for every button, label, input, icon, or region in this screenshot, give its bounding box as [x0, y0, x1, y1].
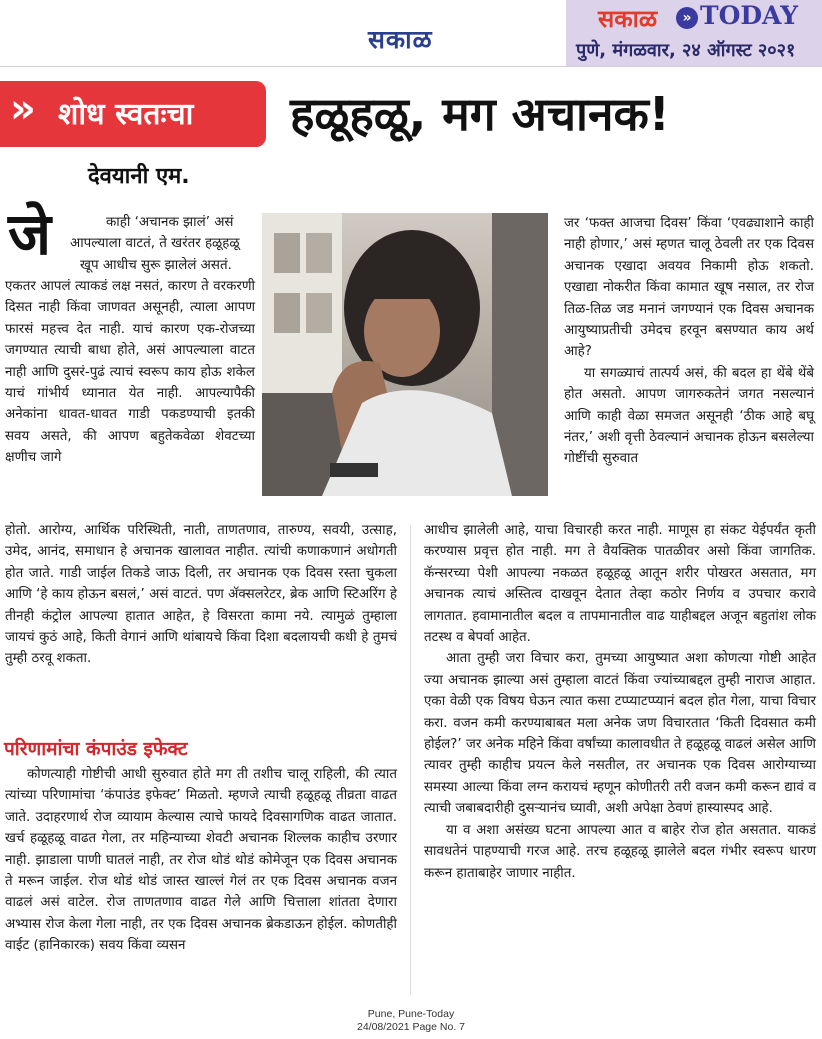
intro-line-2: आपल्याला वाटतं, ते खरंतर हळूहळू — [70, 236, 240, 252]
column-1-paragraph-1 — [5, 276, 255, 469]
double-chevron-icon: » — [10, 86, 36, 132]
article-headline: हळूहळू, मग अचानक! — [290, 87, 670, 141]
section-subheading: परिणामांचा कंपाउंड इफेक्ट — [4, 738, 188, 760]
article-byline: देवयानी एम. — [88, 164, 190, 189]
brand-sakal-text: सकाळ — [598, 5, 658, 33]
sakal-logo: सकाळ — [368, 25, 433, 54]
intro-lines — [70, 212, 255, 276]
page-footer — [0, 1008, 822, 1034]
brand-today-text: TODAY — [700, 1, 799, 30]
paragraph-text: होतो. आरोग्य, आर्थिक परिस्थिती, नाती, ताणतणाव, तारुण्य, सवयी, उत्साह, उमेद, आनंद, समाधान हे अचानक खालावत नाहीत. त्यांची कणाकणानं अधोगती होत जाते. गाडी जाईल तिकडे जाऊ दिली, तर अचानक एक दिवस रस्ता चुकला आणि ‘हे काय होऊन बसलं,’ असं वाटतं. पण ॲक्सलरेटर, ब्रेक आणि स्टिअरिंग हे तीनही कंट्रोल आपल्या हातात आहेत, हे विसरता कामा नये. त्यामुळं तुम्हाला जायचं कुठं आहे, किती वेगानं आणि थांबायचे किंवा दिशा बदलायची कधी हे तुमचं तुम्ही ठरवू शकता. — [5, 523, 397, 667]
intro-line-1: काही ‘अचानक झालं’ असं — [106, 215, 234, 230]
intro-line-3: खूप आधीच सुरू झालेलं असतं. — [80, 257, 232, 273]
paragraph-text: या व अशा असंख्य घटना आपल्या आत व बाहेर रोज होत असतात. याकडं सावधतेनं पाहण्याची गरज आहे. तरच हळूहळू झालेले बदल गंभीर स्वरूप धारण करून हाताबाहेर जाणार नाहीत. — [424, 822, 816, 881]
paragraph-text: आता तुम्ही जरा विचार करा, तुमच्या आयुष्यात अशा कोणत्या गोष्टी आहेत ज्या अचानक झाल्या असं तुम्हाला वाटतं किंवा ज्यांच्याबद्दल तुम्ही नाराज आहात. एका वेळी एक विषय घेऊन त्यात कसा टप्प्याटप्प्यानं बदल होत गेला, याचा विचार करा. वजन कमी करण्याबाबत मला अनेक जण विचारतात ‘किती दिवसात कमी होईल?’ जर अनेक महिने किंवा वर्षांच्या कालावधीत ते हळूहळू वाढलं असेल आणि त्यावर तुम्ही काहीच प्रयत्न केले नसतील, तर अचानक एक दिवस आरोग्याच्या समस्या आल्या किंवा लग्न करायचं म्हणून कोणीतरी तरी वजन कमी करून द्यावं व त्याची जबाबदारीही दुसऱ्यानंच घ्यावी, अशी अपेक्षा ठेवणं हास्यास्पद आहे. — [424, 651, 816, 817]
paragraph-text: एकतर आपलं त्याकडं लक्ष नसतं, कारण ते वरकरणी दिसत नाही किंवा जाणवत असूनही, त्याला आपण फारसं महत्त्व देत नाही. याचं कारण एक-रोजच्या जगण्यात त्याची बाधा होते, असं आपल्याला वाटत नाही आणि दुसरं-पुढं त्याचं स्वरूप काय होऊ शकेल याचं गांभीर्य ध्यानात येत नाही. आपल्यापैकी अनेकांना धावत-धावत गाडी पकडण्याची इतकी सवय असते, की आपण बहुतेकवेळा शेवटच्या क्षणीच जागे — [5, 279, 255, 466]
author-photo — [262, 213, 548, 496]
column-1-paragraph-2 — [5, 520, 397, 670]
paragraph-text: कोणत्याही गोष्टीची आधी सुरुवात होते मग ती तशीच चालू राहिली, की त्यात त्यांच्या परिणामांचा ‘कंपाउंड इफेक्ट’ मिळतो. म्हणजे त्याची हळूहळू तीव्रता वाढत जाते. उदाहरणार्थ रोज व्यायाम केल्यास त्याचे फायदे दिवसागणिक वाढत जातात. खर्च हळूहळू वाढत गेला, तर महिन्याच्या शेवटी अचानक शिल्लक काहीच उरणार नाही. झाडाला पाणी घातलं नाही, तर रोज थोडं थोडं कोमेजून एक दिवस अचानक ते मरून जाईल. रोज थोडं थोडं जास्त खाल्लं गेलं तर एक दिवस अचानक वजन वाढलं असं वाटेल. रोज ताणतणाव वाढत गेले आणि चित्ताला शांतता देणारा अभ्यास रोज केला गेला नाही, तर एक दिवस अचानक ब्रेकडाऊन होईल. कोणतीही वाईट (हानिकारक) सवय किंवा व्यसन — [5, 767, 397, 954]
column-3-text — [564, 213, 814, 470]
column-divider — [410, 525, 411, 995]
paragraph-text: जर ‘फक्त आजचा दिवस’ किंवा ‘एवढ्याशाने काही नाही होणार,’ असं म्हणत चालू ठेवली तर एक दिवस अचानक एखादा अवयव निकामी होऊ शकतो. एखाद्या नोकरीत किंवा कामात खूष नसाल, तर रोज तिळ-तिळ जड मनानं जगण्यानं एक दिवस अचानक आयुष्याप्रतीची उमेदच हरवून बसण्यात काय अर्थ आहे? — [564, 216, 814, 360]
top-divider — [0, 66, 822, 67]
column-2-text — [424, 520, 816, 884]
footer-line-2: 24/08/2021 Page No. 7 — [356, 1021, 465, 1033]
drop-cap: जे — [8, 200, 52, 268]
date-line: पुणे, मंगळवार, २४ ऑगस्ट २०२१ — [576, 40, 796, 61]
paragraph-text: या सगळ्याचं तात्पर्य असं, की बदल हा थेंबे थेंबे होत असतो. आपण जागरुकतेनं जगत नसल्यानं आणि काही वेळा समजत असूनही ‘ठीक आहे बघू नंतर,’ अशी वृत्ती ठेवल्यानं अचानक होऊन बसलेल्या गोष्टींची सुरुवात — [564, 365, 814, 467]
portrait-illustration — [262, 213, 548, 496]
section-tag-label: शोध स्वतःचा — [58, 97, 194, 132]
chevron-right-icon: » — [676, 7, 698, 29]
column-1-paragraph-3 — [5, 764, 397, 957]
paragraph-text: आधीच झालेली आहे, याचा विचारही करत नाही. माणूस हा संकट येईपर्यंत कृती करण्यास प्रवृत्त होत नाही. मग ते वैयक्तिक पातळीवर असो किंवा जागतिक. कॅन्सरच्या पेशी आपल्या नकळत हळूहळू आतून शरीर पोखरत असतात, मग अचानक त्याचं अस्तित्व दाखवून देतात तेव्हा कठोर निर्णय व उपचार करावे लागतात. हवामानातील बदल व तापमानातील वाढ याहीबद्दल अजून बहुतांश लोक तटस्थ व बेपर्वा आहेत. — [424, 523, 816, 646]
footer-line-1: Pune, Pune-Today — [367, 1008, 455, 1020]
